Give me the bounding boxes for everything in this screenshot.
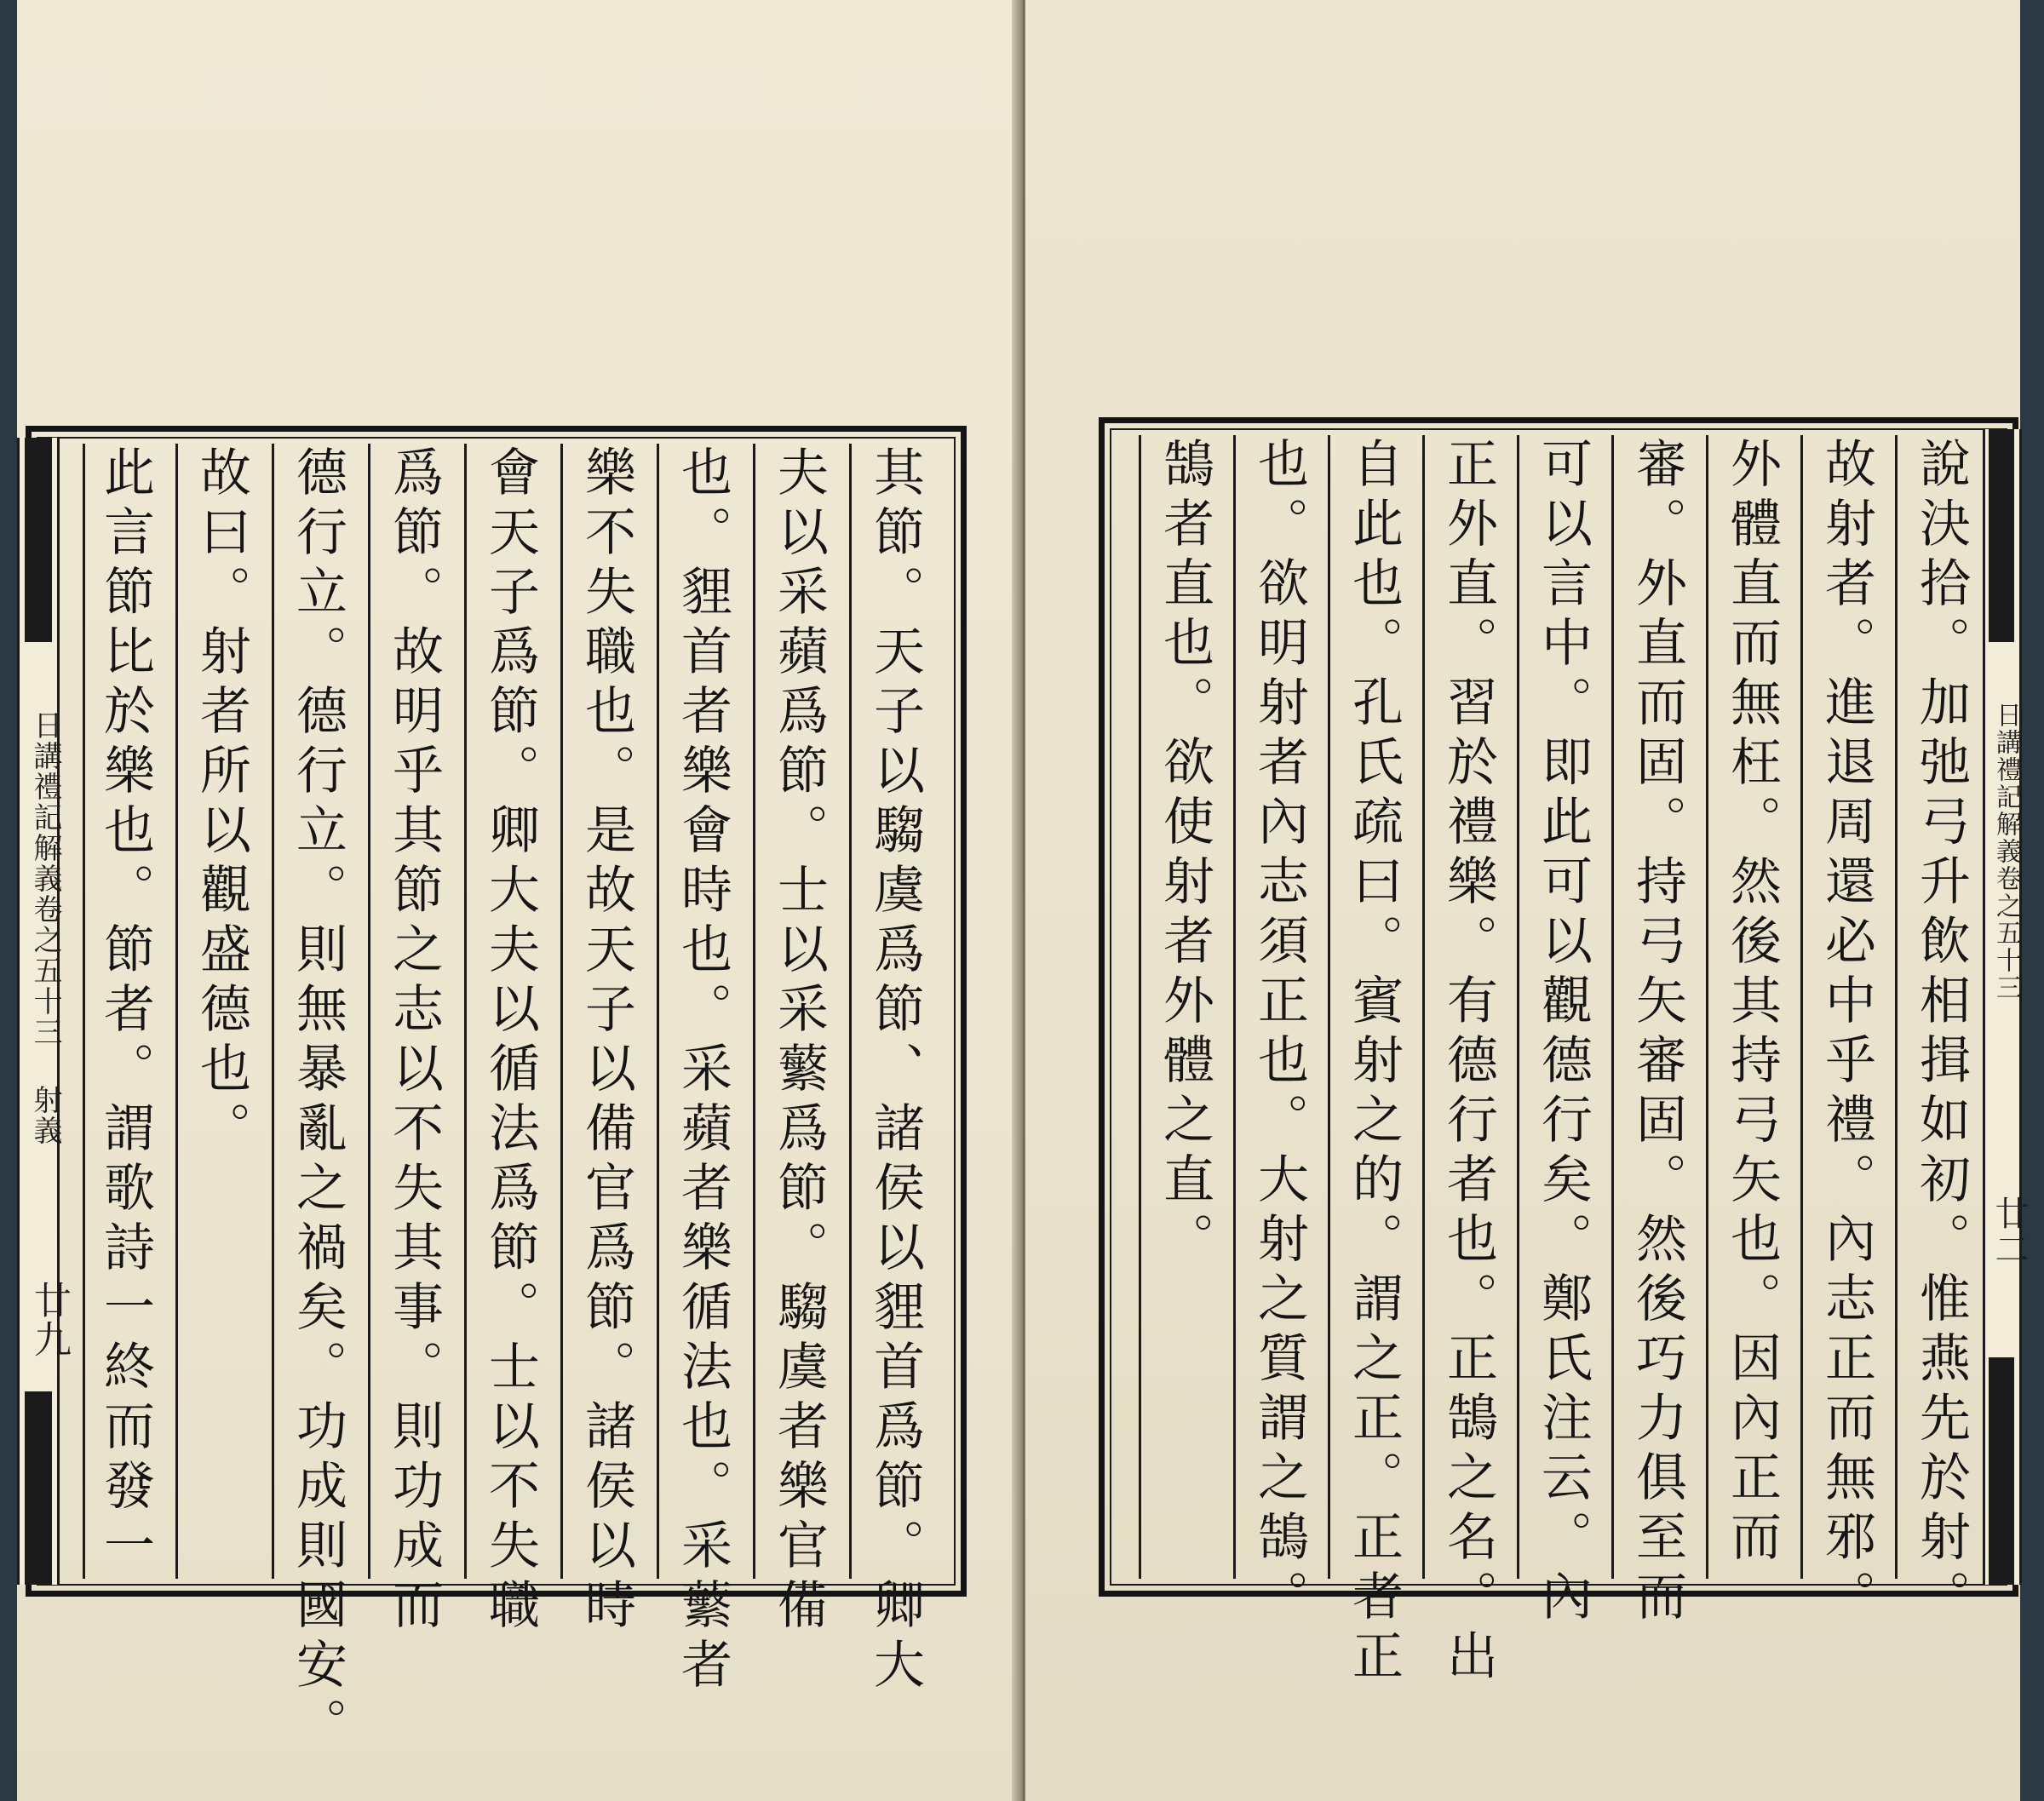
right-page [1025,0,2029,1801]
left-column-5: 會天子爲節。卿大夫以循法爲節。士以不失職 [480,445,540,1638]
right-column-3: 外體直而無枉。然後其持弓矢也。因內正而 [1722,437,1782,1569]
background-left-edge [0,0,17,1801]
left-text-frame [26,426,967,1757]
left-margin-folio: 廿九 [27,1281,71,1359]
column-rule [849,444,852,1579]
right-column-7: 自此也。孔氏疏曰。賓射之的。謂之正。正者正 [1344,437,1404,1689]
fish-tail-block [1989,1357,2014,1585]
right-margin-folio: 廿二 [1989,1196,2029,1267]
column-rule [1517,435,1519,1579]
right-column-2: 故射者。進退周還必中乎禮。內志正而無邪。 [1817,437,1876,1629]
left-margin-section: 射義 [28,1085,62,1146]
right-column-9: 鵠者直也。欲使射者外體之直。 [1155,437,1214,1271]
column-rule [1328,435,1330,1579]
column-rule [1895,435,1898,1579]
left-column-9: 此言節比於樂也。節者。謂歌詩一終而發一 [95,445,155,1578]
column-rule [1233,435,1236,1579]
column-rule [175,444,178,1579]
left-page [17,0,1020,1801]
right-column-5: 可以言中。即此可以觀德行矣。鄭氏注云。內 [1533,437,1593,1629]
column-rule [83,444,85,1579]
column-rule [464,444,467,1579]
left-margin-title: 日講禮記解義卷之五十三 [28,710,62,1047]
right-column-4: 審。外直而固。持弓矢審固。然後巧力俱至而 [1628,437,1687,1629]
column-rule [753,444,755,1579]
column-rule [1139,435,1141,1579]
left-column-1: 其節。天子以騶虞爲節、諸侯以貍首爲節。卿大 [865,445,925,1697]
right-fold-margin [1983,429,2029,1585]
right-margin-title: 日講禮記解義卷之五十三 [1991,702,2021,1001]
right-column-6: 正外直。習於禮樂。有德行者也。正鵠之名。出 [1438,437,1498,1689]
fish-tail-block [25,438,52,642]
column-rule [1706,435,1708,1579]
fish-tail-block [1989,429,2014,642]
right-text-frame [1099,417,2018,1689]
column-rule [272,444,274,1579]
left-column-3: 也。貍首者樂會時也。采蘋者樂循法也。采蘩者 [673,445,732,1697]
column-rule [657,444,659,1579]
right-column-1: 說決拾。加弛弓升飲相揖如初。惟燕先於射。 [1911,437,1971,1629]
left-fold-margin [17,438,71,1585]
left-column-2: 夫以采蘋爲節。士以采蘩爲節。騶虞者樂官備 [769,445,829,1638]
column-rule [1611,435,1614,1579]
left-column-7: 德行立。德行立。則無暴亂之禍矣。功成則國安。 [288,445,347,1757]
column-rule [1422,435,1425,1579]
column-rule [560,444,563,1579]
left-column-4: 樂不失職也。是故天子以備官爲節。諸侯以時 [577,445,636,1638]
fish-tail-block [25,1391,52,1585]
left-column-6: 爲節。故明乎其節之志以不失其事。則功成而 [384,445,444,1638]
column-rule [1800,435,1803,1579]
column-rule [368,444,370,1579]
right-column-8: 也。欲明射者內志須正也。大射之質謂之鵠。 [1249,437,1309,1629]
left-column-8: 故曰。射者所以觀盛德也。 [192,445,251,1161]
